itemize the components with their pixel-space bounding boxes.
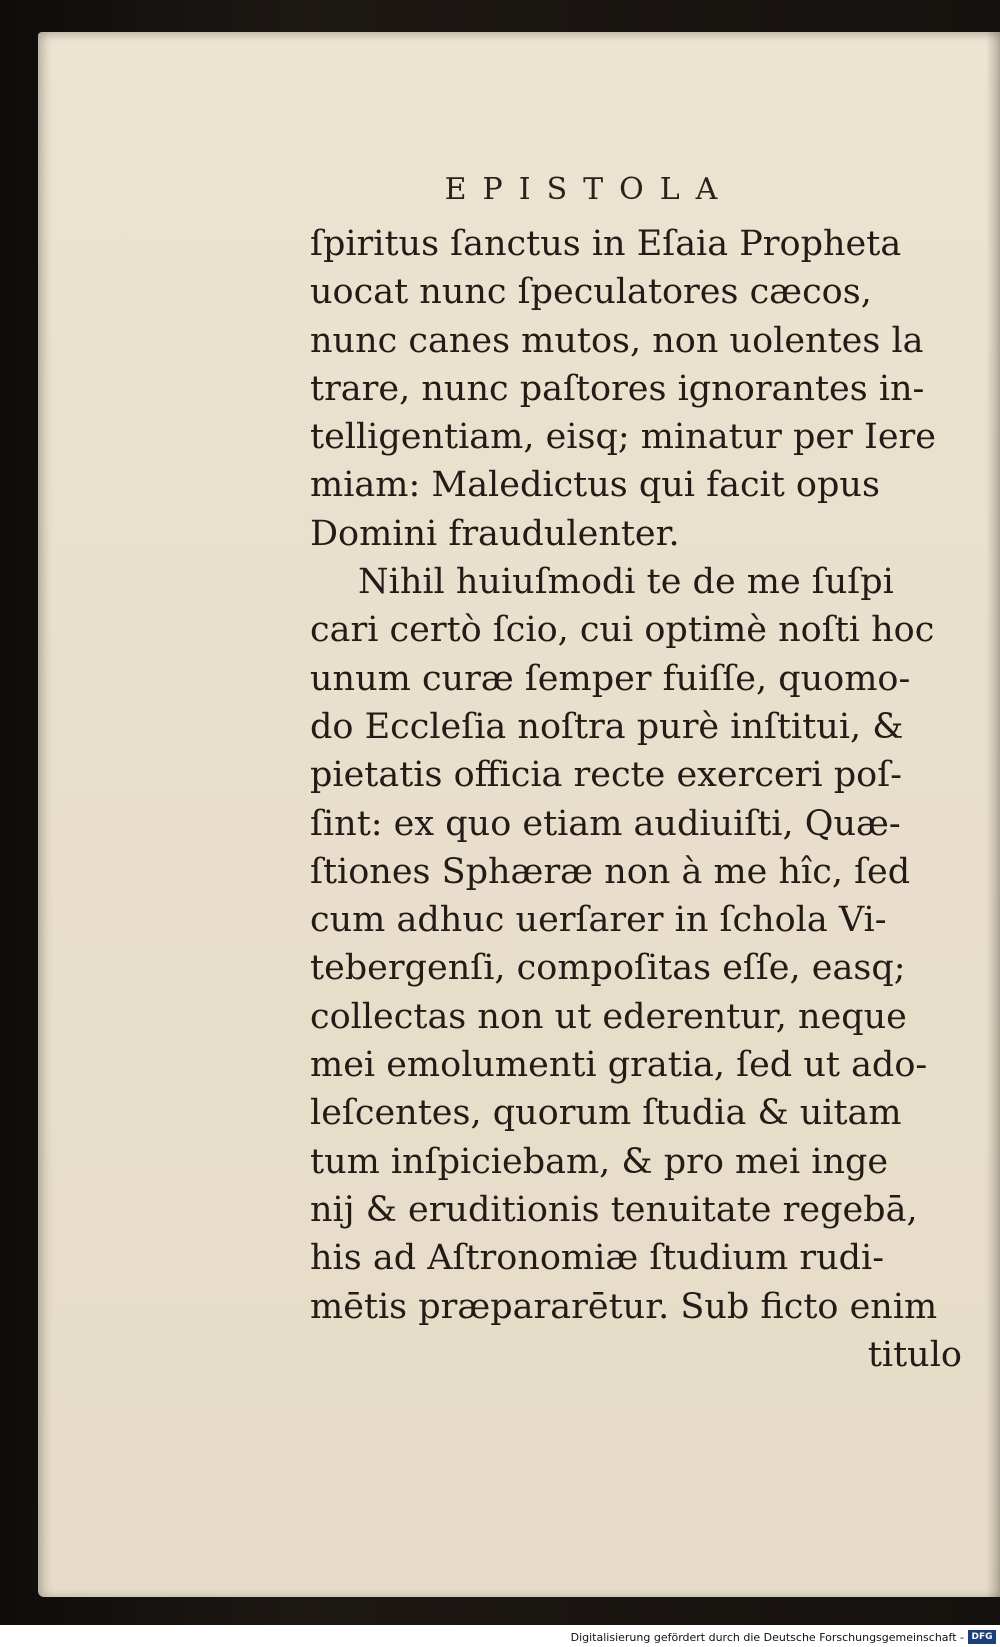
text-line: Domini fraudulenter.	[310, 513, 680, 554]
text-line: tebergenſi, compoſitas eſſe, easq;	[310, 948, 906, 989]
catchword: titulo	[867, 1334, 962, 1375]
text-line: do Eccleſia noſtra purè inſtitui, &	[310, 706, 904, 747]
text-line: nij & eruditionis tenuitate regebā,	[310, 1189, 918, 1230]
body-text	[310, 220, 1000, 1379]
text-line: ſpiritus ſanctus in Eſaia Propheta	[310, 224, 902, 264]
text-line: miam: Maledictus qui facit opus	[310, 465, 880, 506]
text-line: trare, nunc paſtores ignorantes in-	[310, 368, 925, 409]
text-line: mei emolumenti gratia, ſed ut ado-	[310, 1045, 928, 1086]
text-line: collectas non ut ederentur, neque	[310, 996, 907, 1037]
text-line: his ad Aſtronomiæ ſtudium rudi-	[310, 1238, 885, 1279]
text-line: nunc canes mutos, non uolentes la	[310, 320, 924, 361]
footer-bar	[0, 1625, 1000, 1647]
text-line: unum curæ ſemper fuiſſe, quomo-	[310, 658, 911, 699]
text-line: cum adhuc uerſarer in ſchola Vi-	[310, 900, 887, 941]
text-line: leſcentes, quorum ſtudia & uitam	[310, 1093, 902, 1134]
text-line: mētis præpararētur. Sub ficto enim	[310, 1286, 938, 1327]
text-line: ſint: ex quo etiam audiuiſti, Quæ-	[310, 803, 901, 844]
book-page	[38, 32, 1000, 1597]
text-line: telligentiam, eisq; minatur per Iere	[310, 417, 936, 458]
dfg-logo-icon: DFG	[968, 1630, 996, 1644]
text-line: pietatis officia recte exerceri poſ-	[310, 755, 902, 796]
funding-credit: Digitalisierung gefördert durch die Deutsche Forschungsgemeinschaft -	[570, 1631, 964, 1644]
text-line: cari certò ſcio, cui optimè noſti hoc	[310, 610, 935, 651]
text-line: ſtiones Sphæræ non à me hîc, ſed	[310, 851, 911, 892]
text-line: uocat nunc ſpeculatores cæcos,	[310, 272, 872, 313]
paragraph-start-line: Nihil huiuſmodi te de me ſuſpi	[358, 562, 894, 603]
text-line: tum inſpiciebam, & pro mei inge	[310, 1141, 889, 1182]
running-head: EPISTOLA	[444, 172, 734, 207]
